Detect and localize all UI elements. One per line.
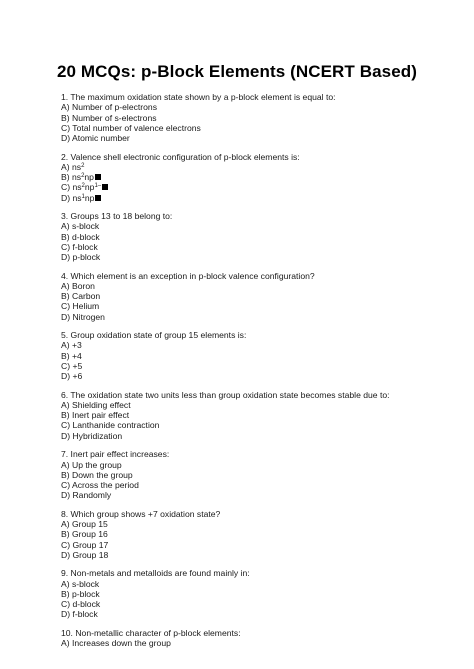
option-a: A) Up the group <box>61 459 122 470</box>
option-b: B) p-block <box>61 588 100 599</box>
option-prefix: B) ns <box>61 172 82 183</box>
option-mid: np <box>84 182 95 193</box>
missing-glyph-box <box>95 195 101 201</box>
option-d: D) +6 <box>61 371 83 382</box>
option-a: A) Number of p-electrons <box>61 102 157 113</box>
question-text: 3. Groups 13 to 18 belong to: <box>61 211 173 222</box>
question-1 <box>61 92 441 143</box>
option-d: D) f-block <box>61 609 98 620</box>
option-a: A) Increases down the group <box>61 638 171 649</box>
option-c: C) Across the period <box>61 480 139 491</box>
option-prefix: D) ns <box>61 192 82 203</box>
option-c: C) f-block <box>61 241 98 252</box>
page-title: 20 MCQs: p-Block Elements (NCERT Based) <box>56 62 418 81</box>
option-a: A) Group 15 <box>61 519 108 530</box>
option-d: D) p-block <box>61 252 101 263</box>
option-b: B) Carbon <box>61 291 101 302</box>
question-text: 5. Group oxidation state of group 15 elements is: <box>61 330 247 341</box>
question-text: 7. Inert pair effect increases: <box>61 449 170 460</box>
option-mid: np <box>84 192 95 203</box>
option-d: D) Atomic number <box>61 133 130 143</box>
option-d <box>61 193 441 203</box>
superscript: 2 <box>81 162 85 169</box>
option-mid: np <box>84 172 94 183</box>
question-text: 8. Which group shows +7 oxidation state? <box>61 508 221 519</box>
option-a: A) s-block <box>61 221 100 232</box>
option-b: B) +4 <box>61 350 82 361</box>
option-a: A) Boron <box>61 280 95 291</box>
superscript: 1– <box>94 183 102 190</box>
missing-glyph-box <box>102 184 108 190</box>
question-text: 10. Non-metallic character of p-block elements: <box>61 627 241 638</box>
question-6 <box>61 390 441 441</box>
option-c: C) Helium <box>61 301 100 312</box>
option-d: D) Randomly <box>61 490 112 501</box>
option-c: C) Lanthanide contraction <box>61 420 160 431</box>
question-4 <box>61 271 441 322</box>
question-9 <box>61 568 441 619</box>
option-prefix: C) ns <box>61 182 82 193</box>
missing-glyph-box <box>95 174 101 180</box>
question-text: 4. Which element is an exception in p-block valence configuration? <box>61 270 315 281</box>
question-text: 1. The maximum oxidation state shown by a p-block element is equal to: <box>61 92 336 102</box>
superscript: 1 <box>81 193 85 200</box>
option-prefix: A) ns <box>61 161 82 172</box>
question-3 <box>61 211 441 262</box>
question-list <box>61 92 441 657</box>
question-text: 6. The oxidation state two units less than group oxidation state becomes stable due to: <box>61 389 390 400</box>
option-a: A) s-block <box>61 578 100 589</box>
question-2 <box>61 152 441 203</box>
option-d: D) Nitrogen <box>61 311 105 322</box>
question-text: 9. Non-metals and metalloids are found mainly in: <box>61 568 250 579</box>
option-c: C) d-block <box>61 599 101 610</box>
option-b: B) Number of s-electrons <box>61 112 157 123</box>
question-8 <box>61 509 441 560</box>
option-c <box>61 182 441 192</box>
question-10 <box>61 628 441 649</box>
superscript: 2 <box>81 173 85 180</box>
question-7 <box>61 449 441 500</box>
option-a: A) Shielding effect <box>61 399 131 410</box>
question-text: 2. Valence shell electronic configuration of p-block elements is: <box>61 151 300 162</box>
option-d: D) Hybridization <box>61 430 123 441</box>
option-c: C) +5 <box>61 360 83 371</box>
option-c: C) Total number of valence electrons <box>61 122 201 133</box>
option-b: B) Down the group <box>61 469 133 480</box>
superscript: 2 <box>81 183 85 190</box>
option-b: B) Inert pair effect <box>61 410 130 421</box>
option-b: B) Group 16 <box>61 529 108 540</box>
option-d: D) Group 18 <box>61 549 109 560</box>
option-b <box>61 172 441 182</box>
option-a <box>61 162 441 172</box>
question-5 <box>61 330 441 381</box>
option-c: C) Group 17 <box>61 539 109 550</box>
option-b: B) d-block <box>61 231 100 242</box>
option-a: A) +3 <box>61 340 82 351</box>
